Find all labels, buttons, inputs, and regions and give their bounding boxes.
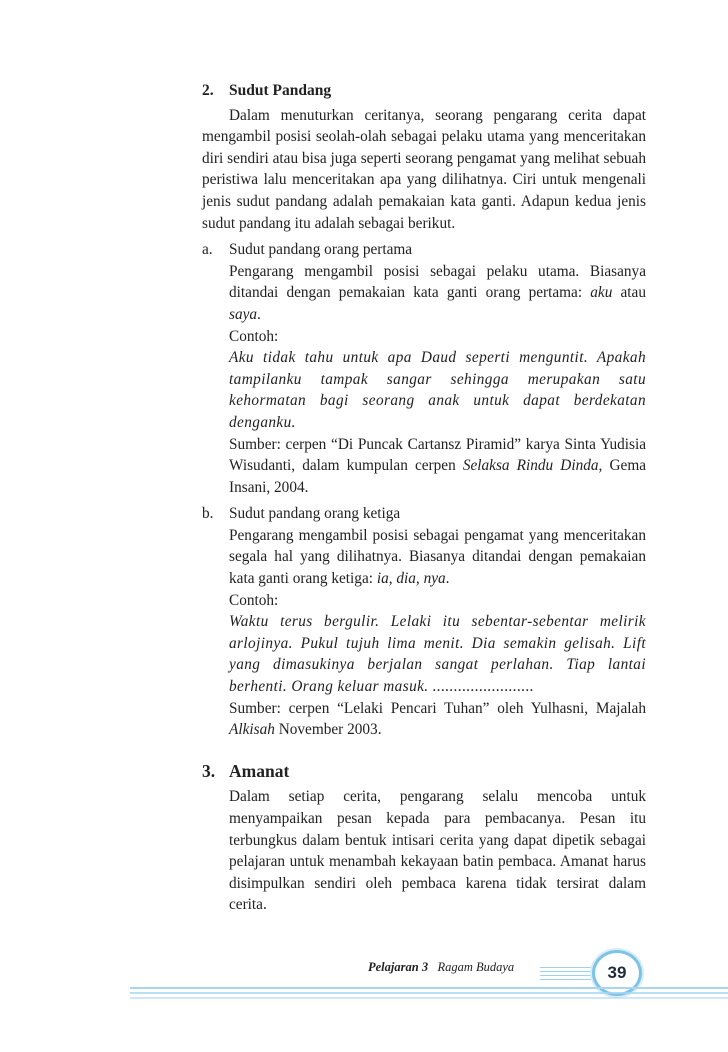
list-item-b [202, 503, 646, 741]
page-footer [0, 945, 728, 1005]
item-a-source: Sumber: cerpen “Di Puncak Cartansz Piramid” karya Sinta Yudisia Wisudanti, dalam kumpulan cerpen Selaksa Rindu Dinda, Gema Insani, 2004. [229, 435, 647, 496]
section-2-heading [202, 80, 646, 102]
footer-stripe [130, 987, 728, 1005]
section-2-number: 2. [202, 82, 214, 99]
item-a-description: Pengarang mengambil posisi sebagai pelaku utama. Biasanya ditandai dengan pemakaian kata ganti orang pertama: aku atau saya. [229, 262, 646, 323]
item-b-description: Pengarang mengambil posisi sebagai pengamat yang menceritakan segala hal yang dilihatnya. Biasanya ditandai dengan pemakaian kata ganti orang ketiga: ia, dia, nya. [229, 526, 646, 588]
footer-theme: Ragam Budaya [437, 960, 515, 974]
section-3-heading [202, 761, 646, 783]
item-a-example-label: Contoh: [229, 327, 279, 345]
footer-running-title [368, 960, 514, 975]
footer-lesson: Pelajaran 3 [368, 960, 429, 974]
item-a-title: Sudut pandang orang pertama [229, 241, 413, 259]
section-2-intro-text: Dalam menuturkan ceritanya, seorang pengarang cerita dapat mengambil posisi seolah-olah sebagai pelaku utama yang menceritakan diri sendiri atau bisa juga seperti seorang pengamat yang melihat sebuah peristiwa lalu menceritakan apa yang dilihatnya. Ciri untuk mengenali jenis sudut pandang adalah pemakaian kata ganti. Adapun kedua jenis sudut pandang itu adalah sebagai berikut. [202, 106, 646, 232]
section-3-body: Dalam setiap cerita, pengarang selalu mencoba untuk menyampaikan pesan kepada para pembacanya. Pesan itu terbungkus dalam bentuk intisari cerita yang dapat dipetik sebagai pelajaran untuk menambah kekayaan batin pembaca. Amanat harus disimpulkan sendiri oleh pembaca karena tidak tersirat dalam cerita. [229, 788, 646, 914]
list-marker-b: b. [202, 505, 214, 523]
item-b-source: Sumber: cerpen “Lelaki Pencari Tuhan” oleh Yulhasni, Majalah Alkisah November 2003. [229, 699, 646, 739]
item-b-example: Waktu terus bergulir. Lelaki itu sebentar-sebentar melirik arlojinya. Pukul tujuh lima menit. Dia semakin gelisah. Lift yang dimasukinya berjalan sangat perlahan. Tiap lantai berhenti. Orang keluar masuk. ........................ [229, 613, 646, 696]
section-3-number: 3. [202, 760, 216, 781]
main-content [202, 80, 646, 931]
section-3-title: Amanat [229, 760, 290, 781]
section-2-title: Sudut Pandang [229, 82, 332, 99]
section-2-intro [202, 105, 646, 235]
page-number: 39 [607, 963, 627, 982]
list-marker-a: a. [202, 241, 213, 259]
item-b-title: Sudut pandang orang ketiga [229, 505, 401, 523]
item-b-example-label: Contoh: [229, 591, 279, 609]
list-item-a [202, 239, 646, 498]
footer-decorative-lines [540, 967, 592, 987]
item-a-example: Aku tidak tahu untuk apa Daud seperti menguntit. Apakah tampilanku tampak sangar sehingga merupakan satu kehormatan bagi seorang anak untuk dapat berdekatan denganku. [229, 349, 646, 431]
